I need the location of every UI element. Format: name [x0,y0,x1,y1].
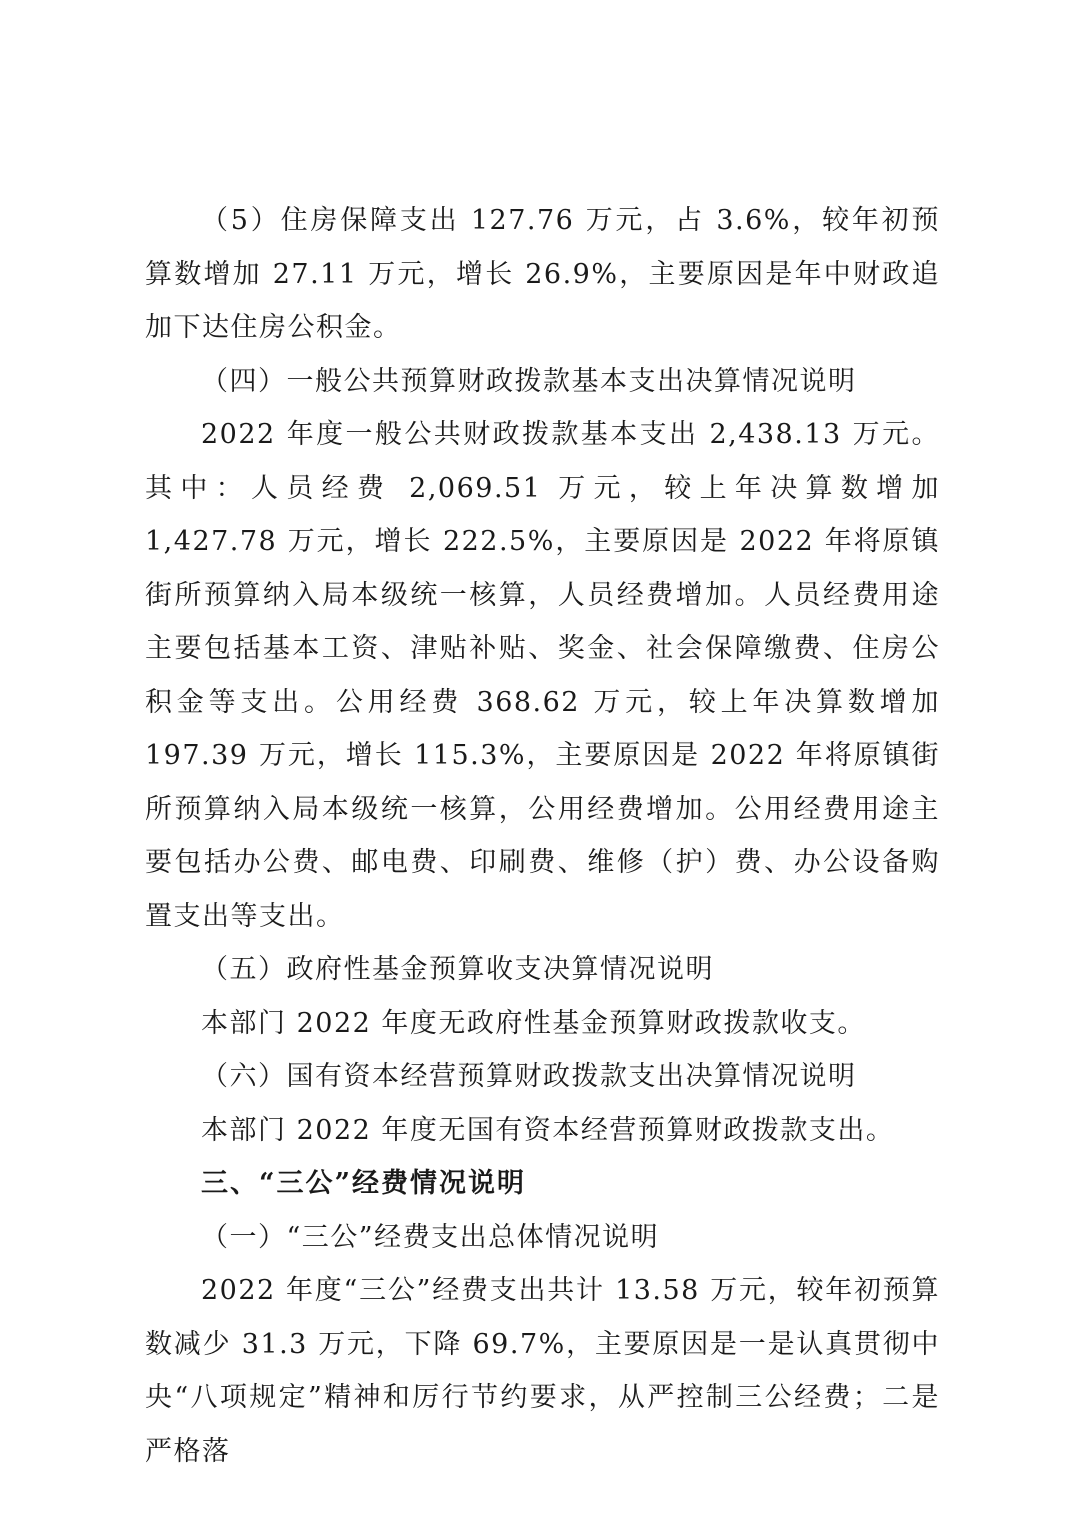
chapter-heading-three-public: 三、“三公”经费情况说明 [201,1168,527,1199]
paragraph-government-fund: 本部门 2022 年度无政府性基金预算财政拨款收支。 [201,1007,866,1039]
section-heading-basic-expenditure: （四）一般公共预算财政拨款基本支出决算情况说明 [201,365,857,397]
document-body [145,194,940,1478]
section-heading-three-public-overall: （一）“三公”经费支出总体情况说明 [201,1221,660,1253]
paragraph-state-capital: 本部门 2022 年度无国有资本经营预算财政拨款支出。 [201,1114,895,1146]
paragraph-housing-expenditure: （5）住房保障支出 127.76 万元，占 3.6%，较年初预算数增加 27.11 万元，增长 26.9%，主要原因是年中财政追加下达住房公积金。 [145,205,940,343]
section-heading-government-fund: （五）政府性基金预算收支决算情况说明 [201,954,714,985]
paragraph-basic-expenditure: 2022 年度一般公共财政拨款基本支出 2,438.13 万元。其中：人员经费 2,069.51 万元，较上年决算数增加 1,427.78 万元，增长 222.5%，主要原因是 2022 年将原镇街所预算纳入局本级统一核算，人员经费增加。人员经费用途主要包括基本工资、津贴补贴、奖金、社会保障缴费、住房公积金等支出。公用经费 368.62 万元，较上年决算数增加 197.39 万元，增长 115.3%，主要原因是 2022 年将原镇街所预算纳入局本级统一核算，公用经费增加。公用经费用途主要包括办公费、邮电费、印刷费、维修（护）费、办公设备购置支出等支出。 [145,419,940,932]
section-heading-state-capital: （六）国有资本经营预算财政拨款支出决算情况说明 [201,1061,857,1092]
paragraph-three-public-overall: 2022 年度“三公”经费支出共计 13.58 万元，较年初预算数减少 31.3 万元，下降 69.7%，主要原因是一是认真贯彻中央“八项规定”精神和厉行节约要求，从严控制三公经费；二是严格落 [145,1275,940,1467]
